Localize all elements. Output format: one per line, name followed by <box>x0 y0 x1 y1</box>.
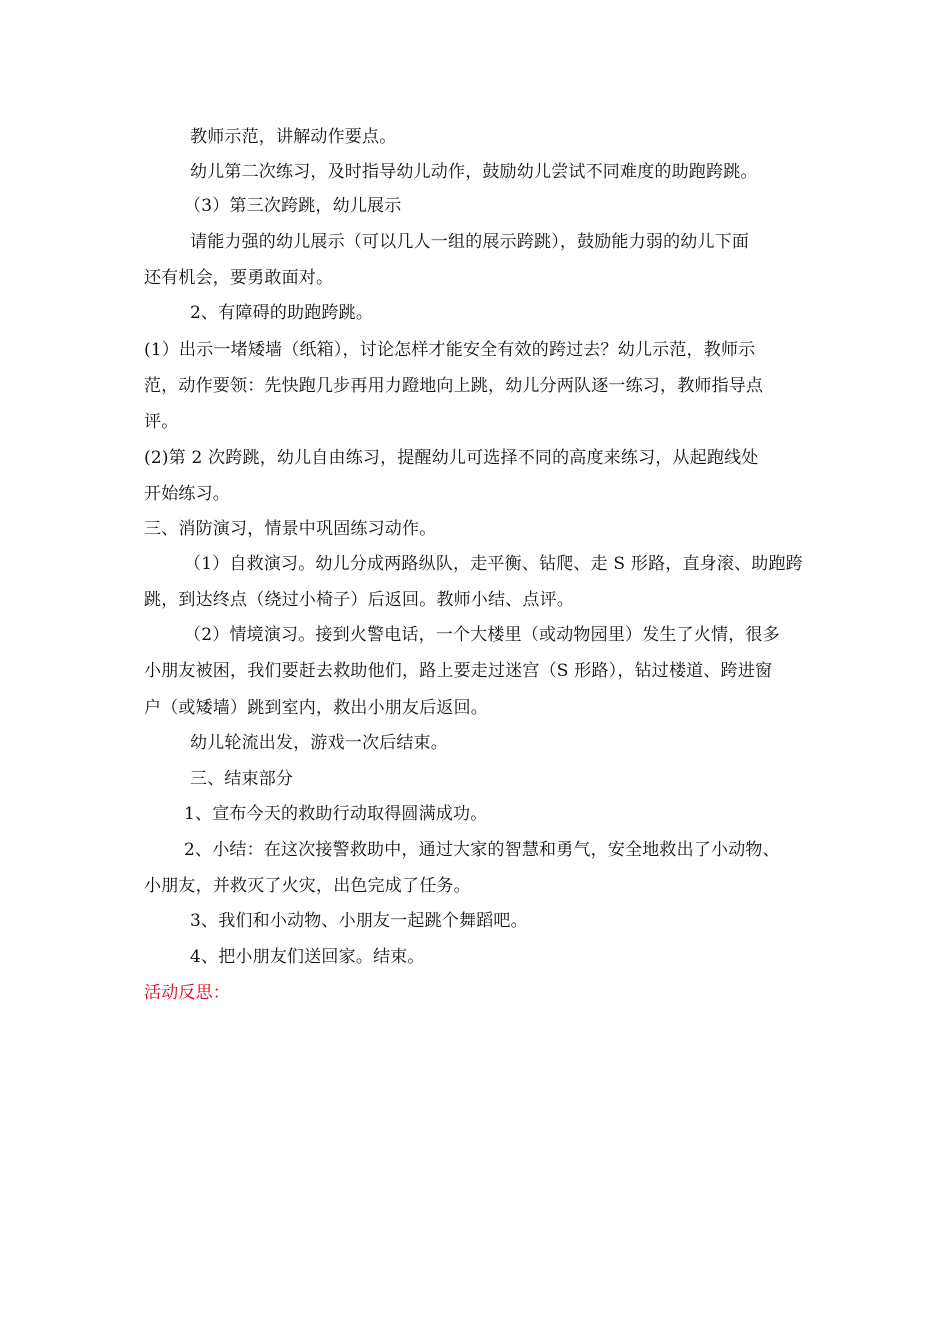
paragraph-line: (2)第 2 次跨跳，幼儿自由练习，提醒幼儿可选择不同的高度来练习，从起跑线处 <box>144 448 759 468</box>
reflection-heading: 活动反思： <box>144 983 230 1003</box>
section-heading: 三、结束部分 <box>190 769 294 789</box>
paragraph-line: 教师示范，讲解动作要点。 <box>190 127 397 147</box>
paragraph-line: 请能力强的幼儿展示（可以几人一组的展示跨跳），鼓励能力弱的幼儿下面 <box>190 232 750 252</box>
paragraph-line: （3）第三次跨跳，幼儿展示 <box>184 196 402 216</box>
paragraph-line: 开始练习。 <box>144 484 230 504</box>
paragraph-line: 3、我们和小动物、小朋友一起跳个舞蹈吧。 <box>190 911 528 931</box>
paragraph-line: 幼儿轮流出发，游戏一次后结束。 <box>190 733 448 753</box>
paragraph-line: 小朋友，并救灭了火灾，出色完成了任务。 <box>144 876 471 896</box>
paragraph-line: （2）情境演习。接到火警电话，一个大楼里（或动物园里）发生了火情，很多 <box>184 625 780 645</box>
paragraph-line: 跳，到达终点（绕过小椅子）后返回。教师小结、点评。 <box>144 590 574 610</box>
section-heading: 2、有障碍的助跑跨跳。 <box>190 303 374 323</box>
paragraph-line: 小朋友被困，我们要赶去救助他们，路上要走过迷宫（S 形路），钻过楼道、跨进窗 <box>144 661 773 681</box>
paragraph-line: 幼儿第二次练习，及时指导幼儿动作，鼓励幼儿尝试不同难度的助跑跨跳。 <box>190 162 758 182</box>
paragraph-line: 户（或矮墙）跳到室内，救出小朋友后返回。 <box>144 698 488 718</box>
section-heading: 三、消防演习，情景中巩固练习动作。 <box>144 519 437 539</box>
paragraph-line: 4、把小朋友们送回家。结束。 <box>190 947 425 967</box>
paragraph-line: 2、小结：在这次接警救助中，通过大家的智慧和勇气，安全地救出了小动物、 <box>184 840 780 860</box>
paragraph-line: 1、宣布今天的救助行动取得圆满成功。 <box>184 804 488 824</box>
paragraph-line: (1）出示一堵矮墙（纸箱），讨论怎样才能安全有效的跨过去？幼儿示范，教师示 <box>144 340 756 360</box>
paragraph-line: 还有机会，要勇敢面对。 <box>144 268 334 288</box>
paragraph-line: 范，动作要领：先快跑几步再用力蹬地向上跳，幼儿分两队逐一练习，教师指导点 <box>144 376 764 396</box>
paragraph-line: （1）自救演习。幼儿分成两路纵队，走平衡、钻爬、走 S 形路，直身滚、助跑跨 <box>184 554 803 574</box>
paragraph-line: 评。 <box>144 412 179 432</box>
